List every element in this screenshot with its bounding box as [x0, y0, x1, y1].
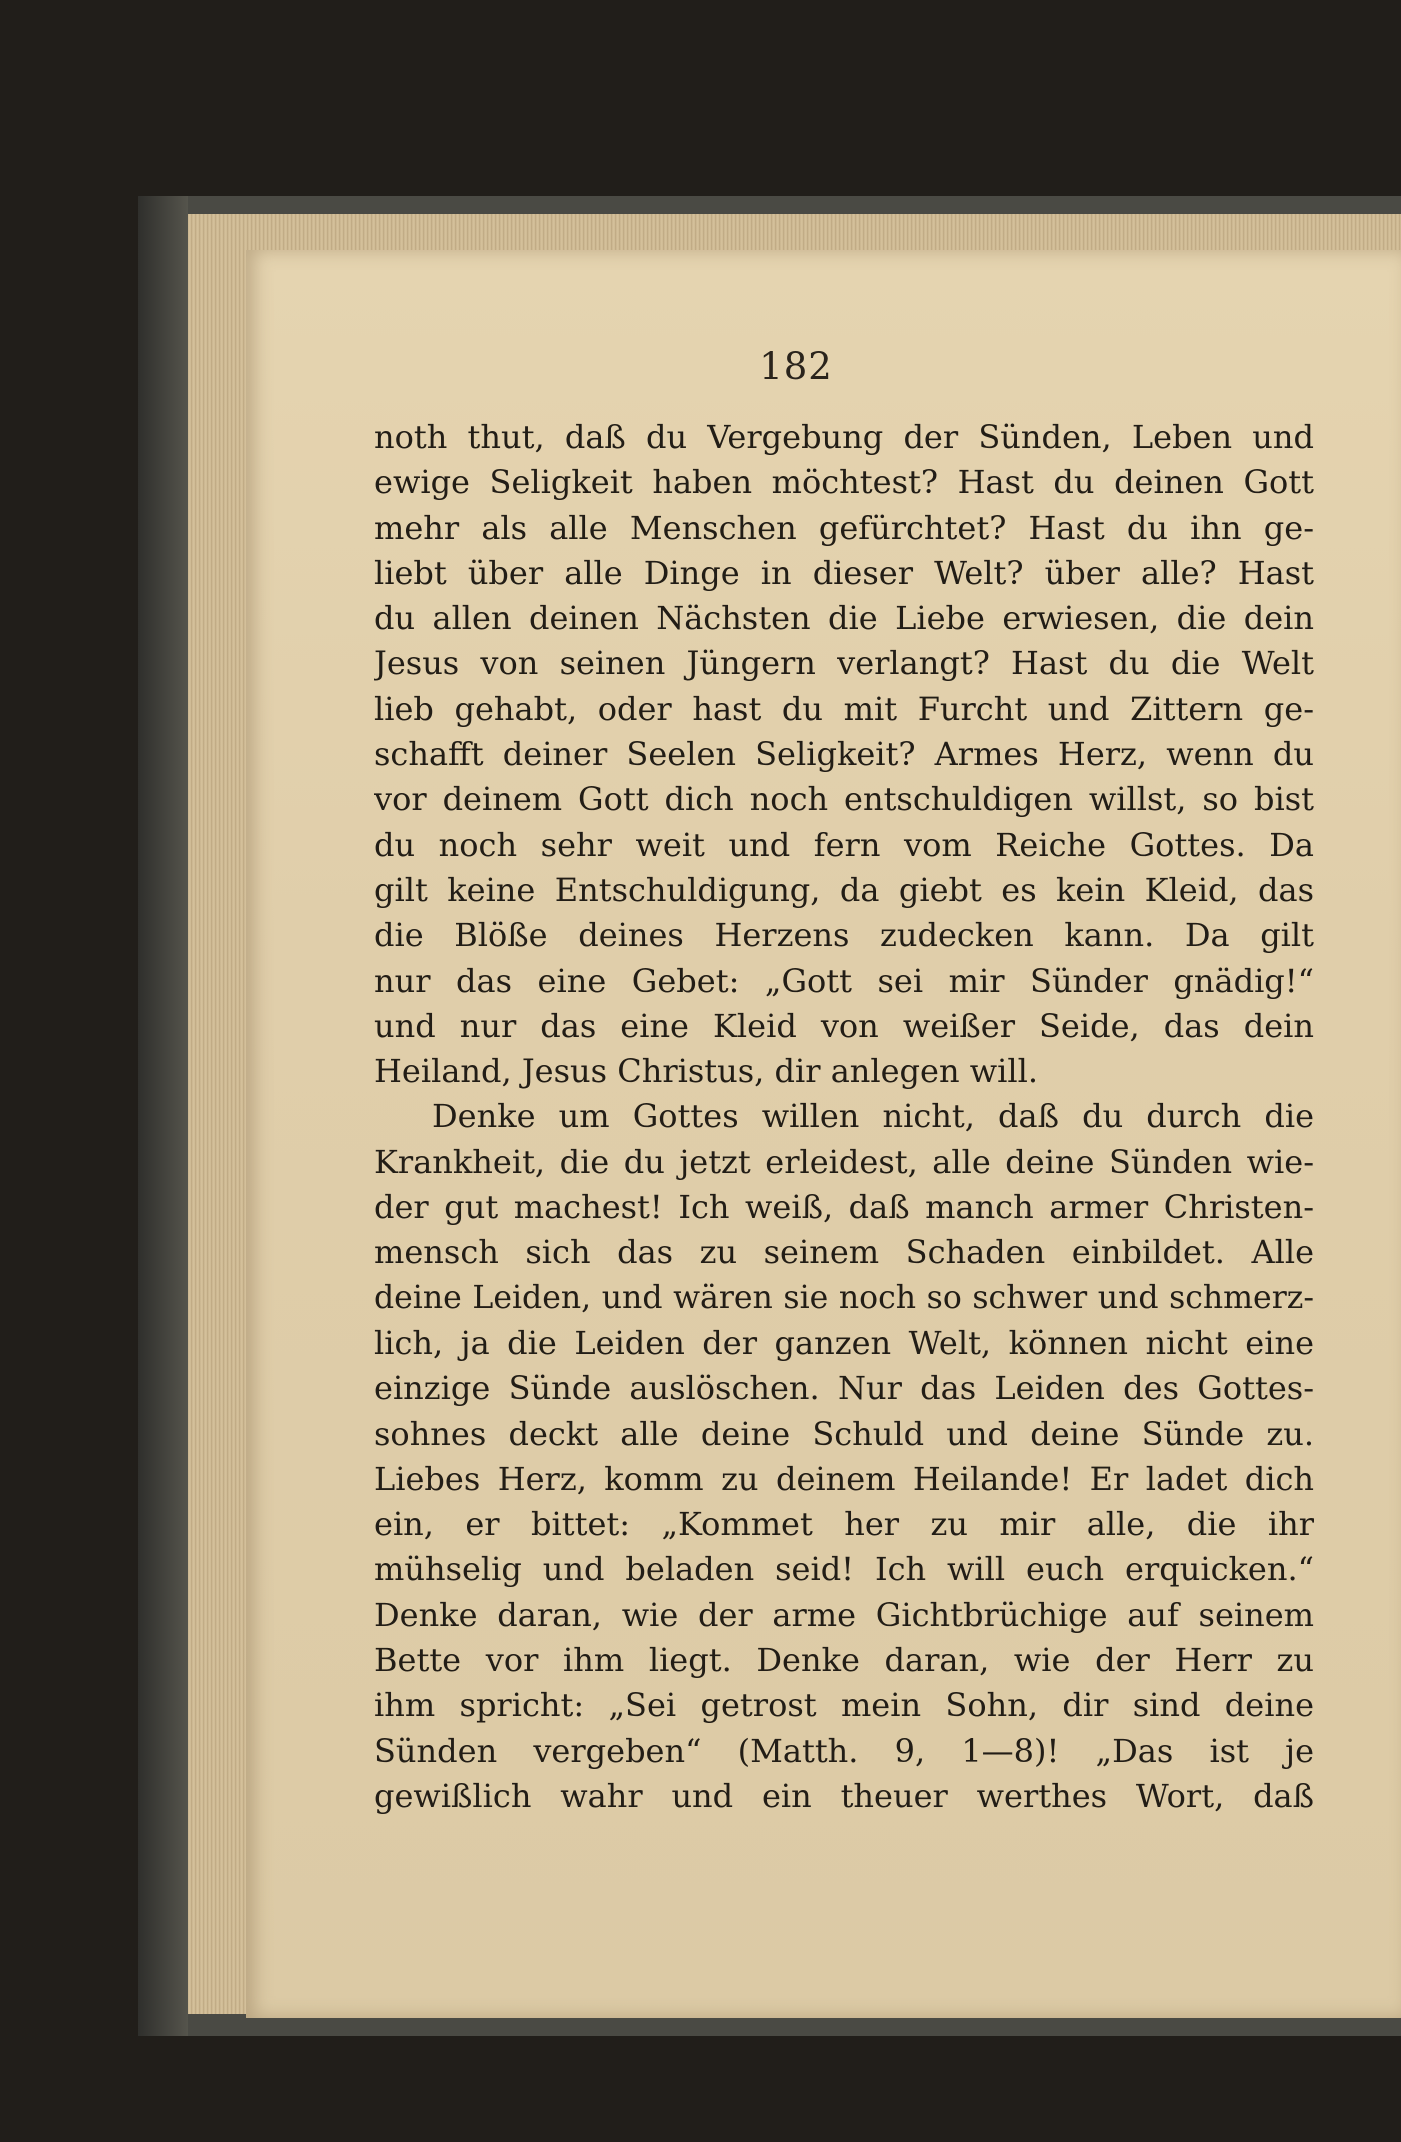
text-line: Bette vor ihm liegt. Denke daran, wie der Herr zu [374, 1641, 1314, 1680]
text-line: liebt über alle Dinge in dieser Welt? über alle? Hast [374, 553, 1314, 592]
text-line: der gut machest! Ich weiß, daß manch armer Christen- [374, 1188, 1314, 1227]
text-line: gewißlich wahr und ein theuer werthes Wort, daß [374, 1776, 1314, 1815]
book-spine [138, 196, 188, 2036]
text-line: Jesus von seinen Jüngern verlangt? Hast du die Welt [374, 644, 1314, 683]
text-line: Denke um Gottes willen nicht, daß du durch die [432, 1097, 1314, 1136]
text-line: du noch sehr weit und fern vom Reiche Gottes. Da [374, 825, 1314, 864]
page-number: 182 [759, 345, 833, 388]
text-line: nur das eine Gebet: „Gott sei mir Sünder gnädig!“ [374, 961, 1314, 1000]
text-line: einzige Sünde auslöschen. Nur das Leiden des Gottes- [374, 1369, 1314, 1408]
text-line: lieb gehabt, oder hast du mit Furcht und Zittern ge- [374, 689, 1314, 728]
text-line: sohnes deckt alle deine Schuld und deine Sünde zu. [374, 1414, 1314, 1453]
text-line: lich, ja die Leiden der ganzen Welt, können nicht eine [374, 1323, 1314, 1362]
text-line: die Blöße deines Herzens zudecken kann. Da gilt [374, 916, 1314, 955]
page-text [374, 415, 1314, 1819]
text-line: ewige Seligkeit haben möchtest? Hast du deinen Gott [374, 463, 1314, 502]
text-line: ihm spricht: „Sei getrost mein Sohn, dir sind deine [374, 1686, 1314, 1725]
text-line: mühselig und beladen seid! Ich will euch erquicken.“ [374, 1550, 1314, 1589]
text-line: vor deinem Gott dich noch entschuldigen willst, so bist [374, 780, 1314, 819]
text-line: noth thut, daß du Vergebung der Sünden, Leben und [374, 418, 1314, 456]
text-line: Sünden vergeben“ (Matth. 9, 1—8)! „Das ist je [374, 1731, 1314, 1770]
text-line: mensch sich das zu seinem Schaden einbildet. Alle [374, 1233, 1314, 1272]
text-line: mehr als alle Menschen gefürchtet? Hast du ihn ge- [374, 508, 1314, 547]
text-line: Krankheit, die du jetzt erleidest, alle deine Sünden wie- [374, 1142, 1314, 1181]
text-line: Denke daran, wie der arme Gichtbrüchige auf seinem [374, 1595, 1314, 1634]
book-page [246, 250, 1401, 2018]
text-line: Heiland, Jesus Christus, dir anlegen will. [374, 1052, 1039, 1091]
text-line: du allen deinen Nächsten die Liebe erwiesen, die dein [374, 599, 1314, 638]
text-line: deine Leiden, und wären sie noch so schwer und schmerz- [374, 1279, 1314, 1316]
text-line: Liebes Herz, komm zu deinem Heilande! Er ladet dich [374, 1459, 1314, 1498]
text-line: und nur das eine Kleid von weißer Seide, das dein [374, 1006, 1314, 1045]
text-line: gilt keine Entschuldigung, da giebt es kein Kleid, das [374, 870, 1314, 909]
text-line: schafft deiner Seelen Seligkeit? Armes Herz, wenn du [374, 735, 1314, 774]
text-line: ein, er bittet: „Kommet her zu mir alle, die ihr [374, 1505, 1314, 1544]
